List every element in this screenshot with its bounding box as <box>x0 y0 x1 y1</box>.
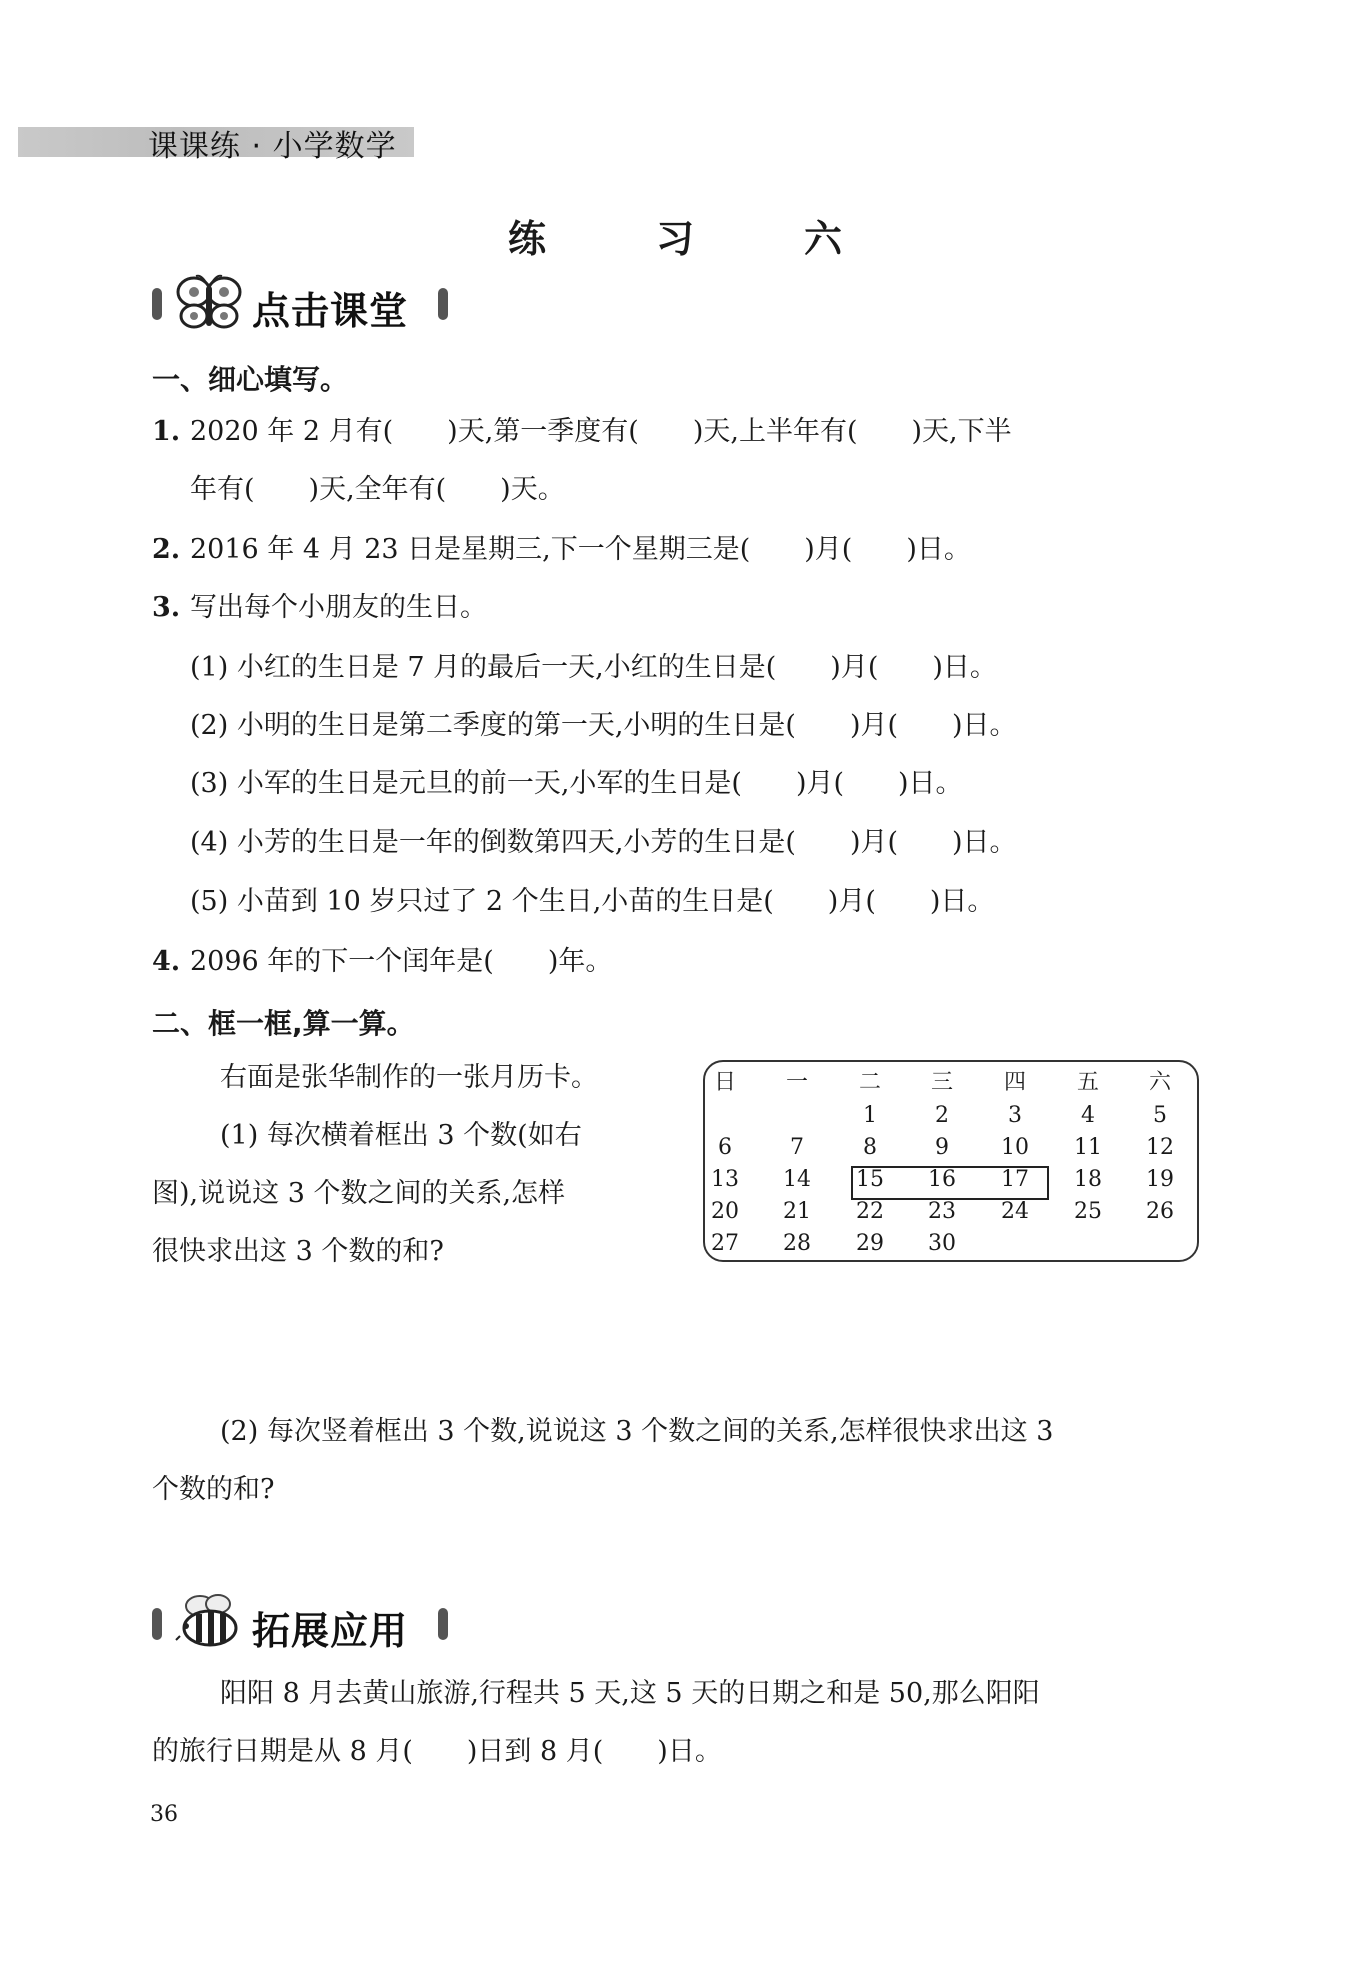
extension-line1: 阳阳 8 月去黄山旅游,行程共 5 天,这 5 天的日期之和是 50,那么阳阳 <box>220 1678 1040 1709</box>
calendar-day: 19 <box>1146 1167 1174 1192</box>
calendar-day: 22 <box>856 1199 884 1224</box>
calendar-day: 4 <box>1081 1103 1095 1128</box>
calendar-day: 25 <box>1074 1199 1102 1224</box>
q3-item-4: (4) 小芳的生日是一年的倒数第四天,小芳的生日是( )月( )日。 <box>190 827 1017 858</box>
section-bar-left <box>152 1608 162 1640</box>
calendar-day: 18 <box>1074 1167 1102 1192</box>
q1-number: 1. <box>152 416 181 447</box>
calendar-day: 14 <box>783 1167 811 1192</box>
calendar-day: 29 <box>856 1231 884 1256</box>
part1-heading: 一、细心填写。 <box>152 363 349 396</box>
calendar-day: 20 <box>711 1199 739 1224</box>
q3-number: 3. <box>152 592 181 623</box>
calendar-day: 24 <box>1001 1199 1029 1224</box>
calendar-day: 5 <box>1153 1103 1167 1128</box>
calendar-weekday: 三 <box>930 1070 953 1095</box>
part2-q1-line1: (1) 每次横着框出 3 个数(如右 <box>220 1120 582 1151</box>
calendar-day: 26 <box>1146 1199 1174 1224</box>
page-number: 36 <box>150 1802 178 1827</box>
calendar-day: 10 <box>1001 1135 1029 1160</box>
calendar-weekday: 日 <box>713 1070 736 1095</box>
q3-item-2: (2) 小明的生日是第二季度的第一天,小明的生日是( )月( )日。 <box>190 710 1017 741</box>
extension-line2: 的旅行日期是从 8 月( )日到 8 月( )日。 <box>152 1736 722 1767</box>
section-label: 拓展应用 <box>252 1609 409 1653</box>
calendar-day: 23 <box>928 1199 956 1224</box>
q2-text: 2016 年 4 月 23 日是星期三,下一个星期三是( )月( )日。 <box>190 534 971 565</box>
part2-q2-line2: 个数的和? <box>152 1474 275 1505</box>
calendar-day: 3 <box>1008 1103 1022 1128</box>
butterfly-icon <box>174 272 244 334</box>
calendar-day: 8 <box>863 1135 877 1160</box>
calendar-weekday: 四 <box>1003 1070 1026 1095</box>
q3-item-5: (5) 小苗到 10 岁只过了 2 个生日,小苗的生日是( )月( )日。 <box>190 886 995 917</box>
part2-heading: 二、框一框,算一算。 <box>152 1007 415 1040</box>
bee-icon <box>174 1592 248 1654</box>
calendar-day: 13 <box>711 1167 739 1192</box>
section-header-classroom <box>152 278 452 333</box>
q3-item-3: (3) 小军的生日是元旦的前一天,小军的生日是( )月( )日。 <box>190 768 963 799</box>
part2-q2-line1: (2) 每次竖着框出 3 个数,说说这 3 个数之间的关系,怎样很快求出这 3 <box>220 1416 1054 1447</box>
calendar-day: 21 <box>783 1199 811 1224</box>
section-label: 点击课堂 <box>252 289 409 333</box>
q2-number: 2. <box>152 534 181 565</box>
series-title: 课课练 · 小学数学 <box>148 129 397 164</box>
calendar-day: 7 <box>790 1135 804 1160</box>
calendar-weekday: 六 <box>1148 1070 1171 1095</box>
calendar-day: 11 <box>1074 1135 1102 1160</box>
calendar-day: 30 <box>928 1231 956 1256</box>
section-bar-right <box>438 288 448 320</box>
q3-text: 写出每个小朋友的生日。 <box>190 592 487 623</box>
calendar-day: 6 <box>718 1135 732 1160</box>
calendar-day: 12 <box>1146 1135 1174 1160</box>
calendar-weekday: 一 <box>785 1070 808 1095</box>
part2-q1-line3: 很快求出这 3 个数的和? <box>152 1236 444 1267</box>
page-title: 练 习 六 <box>507 217 878 261</box>
calendar-day: 28 <box>783 1231 811 1256</box>
calendar-day: 1 <box>863 1103 877 1128</box>
part2-q1-line2: 图),说说这 3 个数之间的关系,怎样 <box>152 1178 566 1209</box>
calendar-weekday: 五 <box>1076 1070 1099 1095</box>
calendar-day: 2 <box>935 1103 949 1128</box>
section-bar-right <box>438 1608 448 1640</box>
part2-intro: 右面是张华制作的一张月历卡。 <box>220 1062 598 1093</box>
calendar-weekday: 二 <box>858 1070 881 1095</box>
section-header-extension <box>152 1598 452 1653</box>
q1-line1: 2020 年 2 月有( )天,第一季度有( )天,上半年有( )天,下半 <box>190 416 1012 447</box>
q3-item-1: (1) 小红的生日是 7 月的最后一天,小红的生日是( )月( )日。 <box>190 652 997 683</box>
q4-text: 2096 年的下一个闰年是( )年。 <box>190 946 613 977</box>
calendar-day: 9 <box>935 1135 949 1160</box>
q1-line2: 年有( )天,全年有( )天。 <box>190 474 565 505</box>
calendar-day: 17 <box>1001 1167 1029 1192</box>
section-bar-left <box>152 288 162 320</box>
calendar-highlight-box <box>851 1166 1049 1200</box>
q4-number: 4. <box>152 946 181 977</box>
calendar-day: 15 <box>856 1167 884 1192</box>
calendar-day: 27 <box>711 1231 739 1256</box>
calendar-day: 16 <box>928 1167 956 1192</box>
